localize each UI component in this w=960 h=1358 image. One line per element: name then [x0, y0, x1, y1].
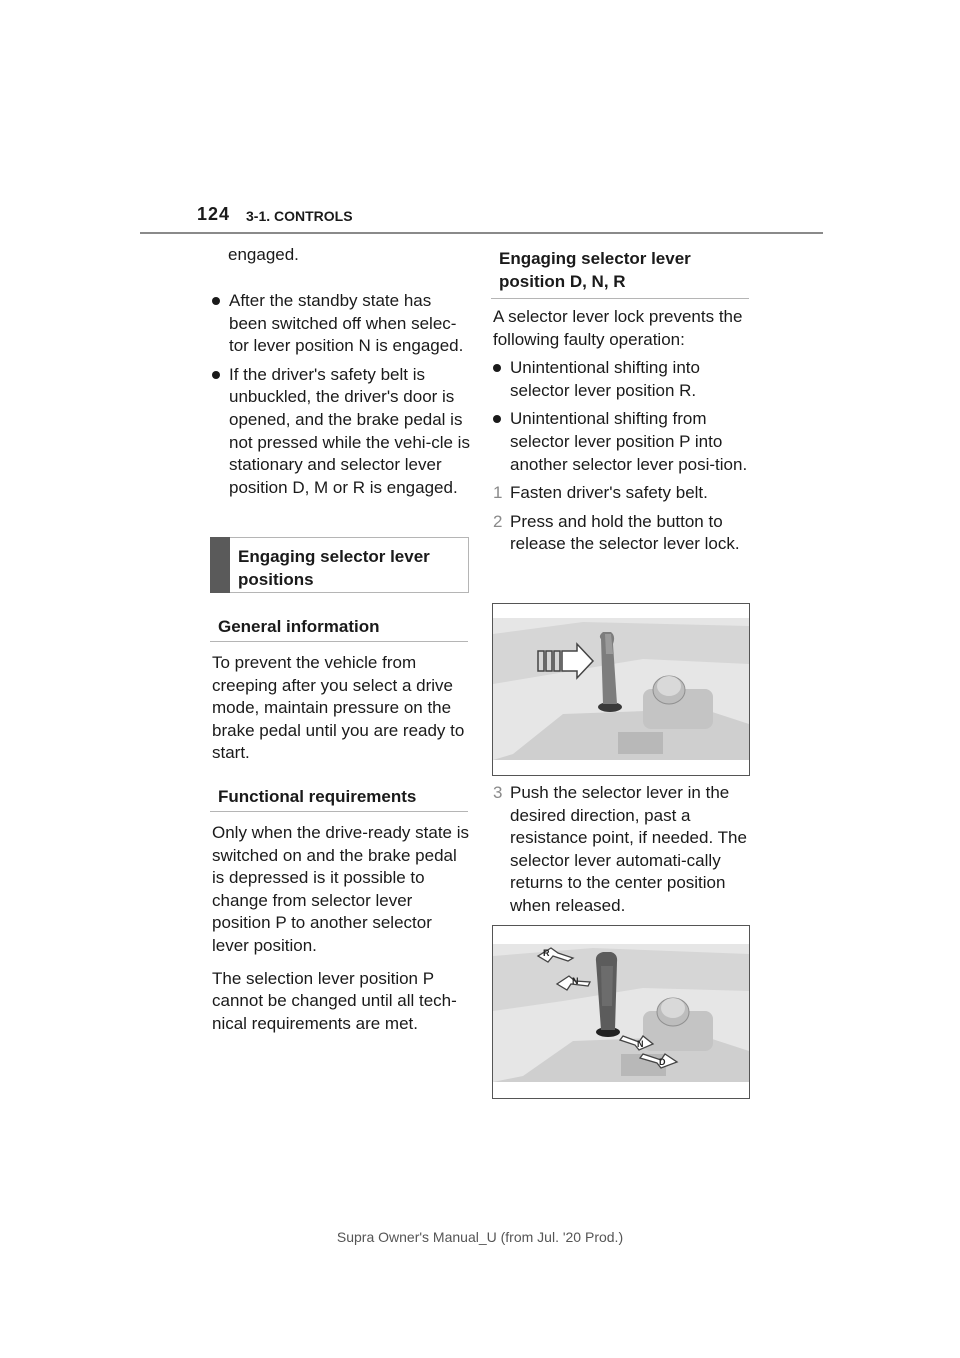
list-item: Unintentional shifting into selector lever position R.: [493, 357, 755, 402]
list-item: If the driver's safety belt is unbuckled, the driver's door is opened, and the brake pedal is not pressed while the vehi-cle is stationary and selector lever position D, M or R is engaged.: [212, 364, 472, 500]
direction-label-d: D: [659, 1057, 666, 1067]
functional-paragraphs: [212, 822, 472, 1035]
step-item: 3 Push the selector lever in the desired direction, past a resistance point, if needed. The selector lever automati-cally returns to the center position when released.: [493, 783, 747, 915]
step-item: 2 Press and hold the button to release the selector lever lock.: [493, 511, 740, 554]
subheading-dnr: Engaging selector lever position D, N, R: [491, 240, 749, 299]
page-footer: Supra Owner's Manual_U (from Jul. '20 Prod.): [336, 1229, 624, 1245]
page-number: 124: [197, 204, 231, 224]
functional-paragraph-1: Only when the drive-ready state is switched on and the brake pedal is depressed is it possible to change from selector lever position P to another selector lever position.: [212, 823, 470, 955]
step-item: 1 Fasten driver's safety belt.: [493, 483, 708, 503]
section-heading-engaging: Engaging selector lever positions: [210, 537, 469, 593]
selector-lever-button-illustration: [492, 603, 750, 776]
direction-label-n-down: N: [637, 1039, 644, 1049]
general-paragraph: To prevent the vehicle from creeping after you select a drive mode, maintain pressure on the brake pedal until you are ready to start.: [212, 653, 465, 763]
lock-intro: A selector lever lock prevents the following faulty operation:: [493, 307, 743, 349]
functional-paragraph-2: The selection lever position P cannot be changed until all tech-nical requirements are met.: [212, 968, 457, 1033]
left-bullet-list: [212, 290, 472, 499]
step-3-block: [493, 782, 755, 918]
selector-lever-directions-illustration: [492, 925, 750, 1099]
heading-accent-bar: [210, 537, 230, 593]
intro-fragment: engaged.: [228, 245, 299, 264]
list-item: After the standby state has been switched off when selec-tor lever position N is engaged.: [212, 290, 472, 358]
subheading-general: General information: [210, 608, 468, 642]
list-item: Unintentional shifting from selector lever position P into another selector lever posi-tion.: [493, 408, 755, 476]
direction-label-n-up: N: [572, 976, 579, 986]
section-title: 3-1. CONTROLS: [246, 208, 353, 224]
right-column-text: [493, 306, 755, 556]
header-divider: [140, 232, 823, 234]
subheading-functional: Functional requirements: [210, 778, 468, 812]
direction-label-r: R: [543, 948, 550, 958]
